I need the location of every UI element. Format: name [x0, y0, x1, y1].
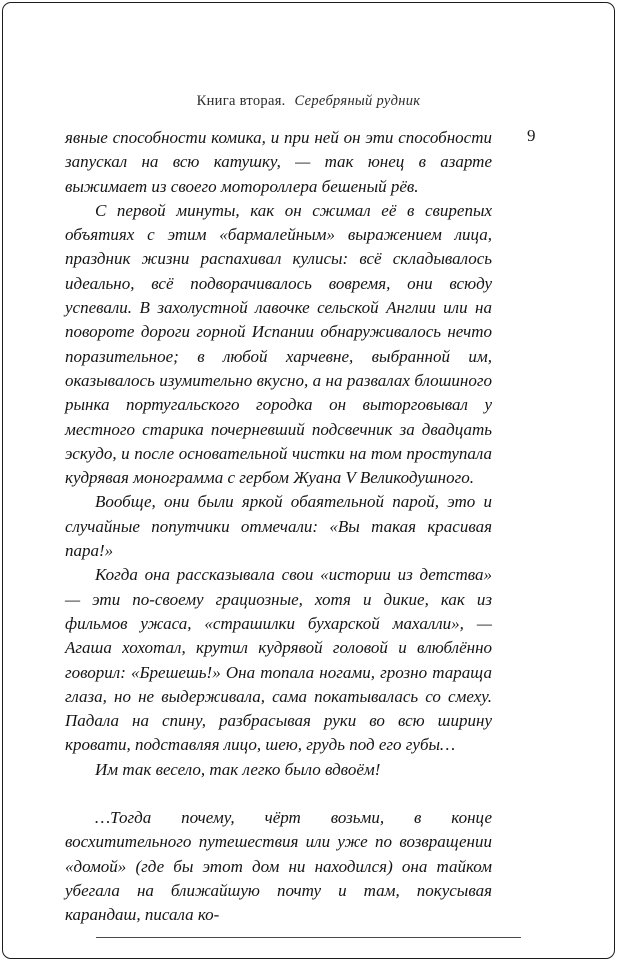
- paragraph: явные способности комика, и при ней он эти способности запускал на всю катушку, — так юнец в азарте выжимает из своего мотороллера бешеный рёв.: [65, 128, 492, 196]
- paragraph: С первой минуты, как он сжимал её в свирепых объятиях с этим «бармалейным» выражением лица, праздник жизни распахивал кулисы: всё складывалось идеально, всё подворачивалось вовремя, они всюду успевали. В захолустной лавочке сельской Англии или на повороте дороги горной Испании обнаруживалось нечто поразительное; в любой харчевне, выбранной им, оказывалось изумительно вкусно, а на развалах блошиного рынка португальского городка он выторговывал у местного старика почерневший подсвечник за двадцать эскудо, и после основательной чистки на том проступала кудрявая монограмма с гербом Жуана V Великодушного.: [65, 200, 492, 488]
- paragraph: Им так весело, так легко было вдвоём!: [95, 759, 381, 779]
- paragraph: Вообще, они были яркой обаятельной парой, это и случайные попутчики отмечали: «Вы такая красивая пара!»: [65, 492, 492, 561]
- footer-divider: [96, 937, 521, 938]
- paragraph: Когда она рассказывала свои «истории из детства» — эти по-своему грациозные, хотя и дикие, как из фильмов ужаса, «страшилки бухарской махалли», — Агаша хохотал, крутил кудрявой головой и влюблённо говорил: «Брешешь!» Она топала ногами, грозно тараща глаза, но не выдерживала, сама покатывалась со смеху. Падала на спину, разбрасывая руки во всю ширину кровати, подставляя лицо, шею, грудь под его губы…: [65, 565, 492, 755]
- page-number: 9: [527, 126, 536, 145]
- page-text: [65, 126, 492, 928]
- paragraph: …Тогда почему, чёрт возьми, в конце восхитительного путешествия или уже по возвращении «домой» (где бы этот дом ни находился) она тайком убегала на ближайшую почту и там, покусывая карандаш, писала ко-: [65, 808, 492, 925]
- running-head-book-part: Книга вторая.: [196, 93, 286, 109]
- running-head-chapter-title: Серебряный рудник: [294, 93, 421, 109]
- running-head: [0, 93, 617, 110]
